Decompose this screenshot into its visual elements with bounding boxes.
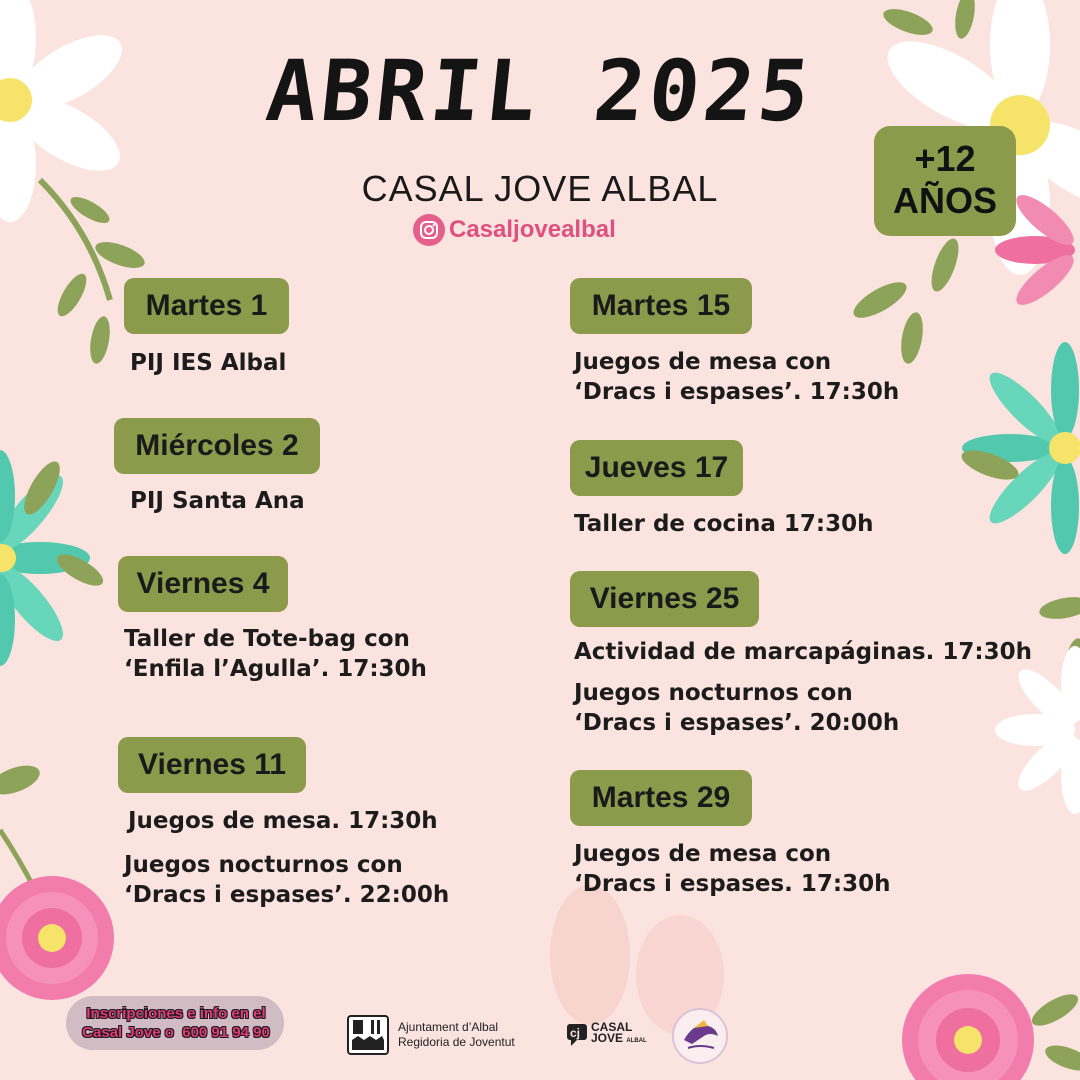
dracs-i-espases-logo: [672, 1008, 728, 1064]
casal-jove-logo: [566, 1022, 647, 1047]
day-badge-martes-1: Martes 1: [124, 278, 289, 334]
activity-text: Taller de Tote-bag con ‘Enfila l’Agulla’. 17:30h: [124, 626, 427, 682]
ajuntament-logo: [346, 1014, 515, 1056]
activity-text: Juegos nocturnos con ‘Dracs i espases’. 22:00h: [124, 852, 450, 908]
casal-jove-name-1: CASAL: [591, 1020, 633, 1034]
age-badge-label: AÑOS: [892, 180, 997, 221]
day-badge-martes-29: Martes 29: [570, 770, 752, 826]
activity-text: Juegos de mesa. 17:30h: [128, 808, 438, 834]
activity-text: Juegos de mesa con ‘Dracs i espases’. 17:30h: [574, 349, 900, 405]
coat-of-arms-icon: [346, 1014, 390, 1056]
activity-text: Juegos de mesa con ‘Dracs i espases. 17:30h: [574, 841, 891, 897]
ajuntament-name: Ajuntament d’Albal: [398, 1020, 499, 1034]
activity-text: PIJ Santa Ana: [130, 488, 305, 514]
day-badge-martes-15: Martes 15: [570, 278, 752, 334]
activity-text: Actividad de marcapáginas. 17:30h: [574, 639, 1032, 665]
page-subtitle: CASAL JOVE ALBAL: [361, 168, 719, 209]
activity-text: Juegos nocturnos con ‘Dracs i espases’. 20:00h: [574, 680, 900, 736]
day-badge-miercoles-2: Miércoles 2: [114, 418, 320, 474]
casal-jove-name-2: JOVE: [591, 1031, 624, 1045]
instagram-handle: Casaljovealbal: [449, 216, 616, 243]
svg-text:cj: cj: [570, 1025, 581, 1040]
day-badge-viernes-25: Viernes 25: [570, 571, 759, 627]
footer-info: Inscripciones e info en el Casal Jove o 600 91 94 90: [82, 1005, 270, 1041]
day-badge-viernes-11: Viernes 11: [118, 737, 306, 793]
casal-jove-icon: [566, 1023, 588, 1047]
instagram-icon: [413, 214, 445, 246]
age-badge-number: +12: [914, 138, 976, 179]
dragon-icon: [674, 1010, 726, 1062]
day-badge-viernes-4: Viernes 4: [118, 556, 288, 612]
age-badge: [874, 126, 1016, 236]
instagram-link[interactable]: [413, 214, 616, 246]
casal-jove-name-3: ALBAL: [626, 1038, 647, 1044]
ajuntament-department: Regidoria de Joventut: [398, 1035, 515, 1049]
page-title: ABRIL 2025: [261, 42, 819, 140]
activity-text: PIJ IES Albal: [130, 350, 287, 376]
activity-text: Taller de cocina 17:30h: [574, 511, 874, 537]
day-badge-jueves-17: Jueves 17: [570, 440, 743, 496]
